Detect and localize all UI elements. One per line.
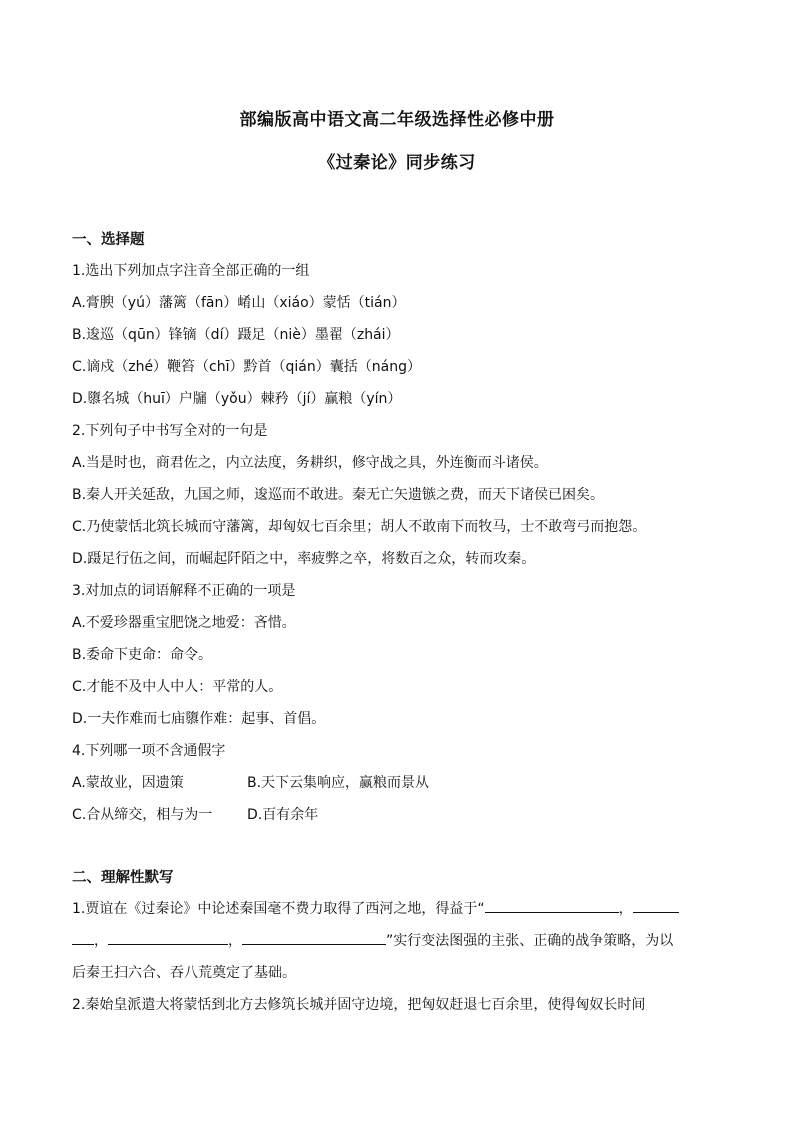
question-4-stem: 4.下列哪一项不含通假字 (72, 743, 226, 759)
question-1-stem: 1.选出下列加点字注音全部正确的一组 (72, 263, 310, 279)
answer-blank-1[interactable] (485, 898, 619, 913)
answer-blank-2b[interactable] (72, 930, 94, 945)
question-3-stem: 3.对加点的词语解释不正确的一项是 (72, 583, 296, 599)
question-2-option-c: C.乃使蒙恬北筑长城而守藩篱，却匈奴七百余里；胡人不敢南下而牧马，士不敢弯弓而抱怨。 (72, 519, 647, 535)
answer-blank-3[interactable] (108, 930, 228, 945)
dictation-2-line-1: 2.秦始皇派遣大将蒙恬到北方去修筑长城并固守边境，把匈奴赶退七百余里，使得匈奴长时间 (72, 997, 646, 1013)
dictation-1-line-3: 后秦王扫六合、吞八荒奠定了基础。 (72, 965, 296, 981)
dictation-1-sep-1: ， (618, 901, 633, 917)
dictation-1-text-b: ”实行变法图强的主张、正确的战争策略，为以 (386, 933, 674, 949)
question-3-option-b: B.委命下吏命：命令。 (72, 647, 213, 663)
question-4-option-d: D.百有余年 (247, 807, 319, 823)
question-1-option-d: D.隳名城（huī）户牖（yǒu）棘矜（jí）赢粮（yín） (72, 391, 402, 407)
answer-blank-2a[interactable] (633, 898, 679, 913)
answer-blank-4[interactable] (242, 930, 386, 945)
dictation-1-sep-2: ， (94, 933, 108, 949)
question-2-option-a: A.当是时也，商君佐之，内立法度，务耕织，修守战之具，外连衡而斗诸侯。 (72, 455, 548, 471)
question-2-stem: 2.下列句子中书写全对的一句是 (72, 423, 268, 439)
document-title: 部编版高中语文高二年级选择性必修中册 (239, 110, 555, 130)
dictation-1-text-a: 1.贾谊在《过秦论》中论述秦国毫不费力取得了西河之地，得益于“ (72, 901, 485, 917)
question-1-option-b: B.逡巡（qūn）锋镝（dí）蹑足（niè）墨翟（zhái） (72, 327, 400, 343)
question-3-option-a: A.不爱珍器重宝肥饶之地爱：吝惜。 (72, 615, 296, 631)
question-1-option-a: A.膏腴（yú）藩篱（fān）崤山（xiáo）蒙恬（tián） (72, 295, 406, 311)
question-4-option-a: A.蒙故业，因遗策 (72, 775, 184, 791)
question-2-option-d: D.蹑足行伍之间，而崛起阡陌之中，率疲弊之卒，将数百之众，转而攻秦。 (72, 551, 536, 567)
question-1-option-c: C.谪戍（zhé）鞭笞（chī）黔首（qián）囊括（náng） (72, 359, 421, 375)
question-2-option-b: B.秦人开关延敌，九国之师，逡巡而不敢进。秦无亡矢遗镞之费，而天下诸侯已困矣。 (72, 487, 605, 503)
document-subtitle: 《过秦论》同步练习 (318, 153, 476, 173)
question-3-option-d: D.一夫作难而七庙隳作难：起事、首倡。 (72, 711, 326, 727)
question-4-option-c: C.合从缔交，相与为一 (72, 807, 213, 823)
dictation-1-line-2 (72, 930, 673, 950)
question-3-option-c: C.才能不及中人中人：平常的人。 (72, 679, 283, 695)
section-heading-choice: 一、选择题 (72, 232, 145, 248)
dictation-1-line-1 (72, 898, 679, 918)
section-heading-dictation: 二、理解性默写 (72, 870, 174, 886)
dictation-1-sep-3: ， (228, 933, 242, 949)
question-4-option-b: B.天下云集响应，赢粮而景从 (247, 775, 430, 791)
